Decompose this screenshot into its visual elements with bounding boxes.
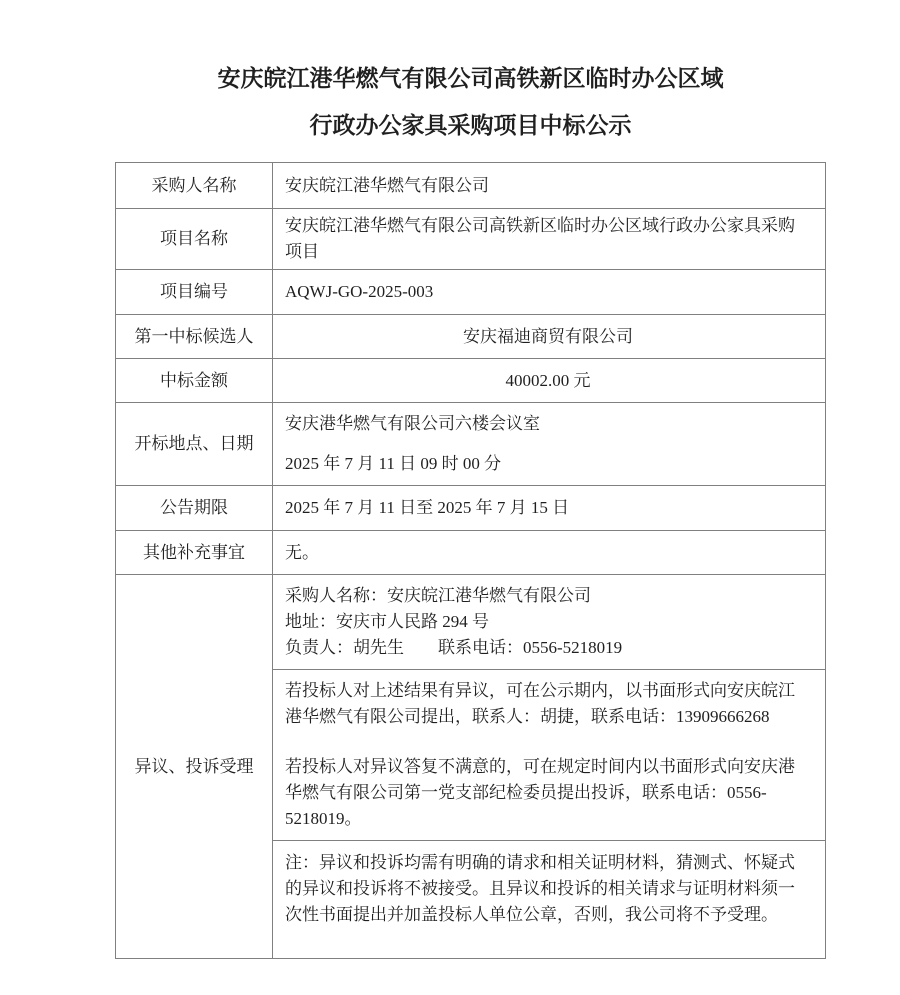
award-amount-label: 中标金额 <box>116 359 273 403</box>
purchaser-value: 安庆皖江港华燃气有限公司 <box>273 163 826 209</box>
page-title-line2: 行政办公家具采购项目中标公示 <box>309 113 632 138</box>
bid-opening-label: 开标地点、日期 <box>116 403 273 486</box>
award-amount-value: 40002.00 元 <box>273 359 826 403</box>
other-matters-value: 无。 <box>273 531 826 575</box>
first-candidate-value: 安庆福迪商贸有限公司 <box>273 315 826 359</box>
project-name-label: 项目名称 <box>116 209 273 270</box>
objection-contact-cell <box>273 575 826 670</box>
page-title-line1: 安庆皖江港华燃气有限公司高铁新区临时办公区域 <box>217 66 724 91</box>
table-row-project-name <box>116 209 826 270</box>
objection-label: 异议、投诉受理 <box>116 575 273 959</box>
other-matters-label: 其他补充事宜 <box>116 531 273 575</box>
announcement-period-label: 公告期限 <box>116 486 273 531</box>
table-row-award-amount <box>116 359 826 403</box>
table-row-first-candidate <box>116 315 826 359</box>
bid-opening-value <box>273 403 826 486</box>
table-row-bid-opening <box>116 403 826 486</box>
first-candidate-label: 第一中标候选人 <box>116 315 273 359</box>
objection-para1: 若投标人对上述结果有异议，可在公示期内，以书面形式向安庆皖江港华燃气有限公司提出，联系人：胡捷，联系电话：13909666268 <box>285 681 795 726</box>
purchaser-label: 采购人名称 <box>116 163 273 209</box>
document-page <box>115 0 826 959</box>
announcement-table <box>115 162 826 959</box>
page-title <box>115 0 826 143</box>
project-name-value: 安庆皖江港华燃气有限公司高铁新区临时办公区域行政办公家具采购项目 <box>273 209 826 270</box>
objection-para2: 若投标人对异议答复不满意的，可在规定时间内以书面形式向安庆港华燃气有限公司第一党支部纪检委员提出投诉，联系电话：0556-5218019。 <box>285 757 795 828</box>
project-number-value: AQWJ-GO-2025-003 <box>273 270 826 315</box>
bid-opening-datetime: 2025 年 7 月 11 日 09 时 00 分 <box>285 454 502 473</box>
table-row-purchaser <box>116 163 826 209</box>
objection-procedure-cell <box>273 670 826 841</box>
table-row-project-number <box>116 270 826 315</box>
objection-contact-line2: 地址：安庆市人民路 294 号 <box>285 612 489 631</box>
table-row-announcement-period <box>116 486 826 531</box>
table-row-objection-contact <box>116 575 826 670</box>
table-row-other-matters <box>116 531 826 575</box>
project-number-label: 项目编号 <box>116 270 273 315</box>
objection-note: 注：异议和投诉均需有明确的请求和相关证明材料，猜测式、怀疑式的异议和投诉将不被接受。且异议和投诉的相关请求与证明材料须一次性书面提出并加盖投标人单位公章，否则，我公司将不予受理。 <box>273 841 826 959</box>
bid-opening-place: 安庆港华燃气有限公司六楼会议室 <box>285 414 540 433</box>
objection-contact-line3: 负责人：胡先生 联系电话：0556-5218019 <box>285 638 623 657</box>
announcement-period-value: 2025 年 7 月 11 日至 2025 年 7 月 15 日 <box>273 486 826 531</box>
objection-contact-line1: 采购人名称：安庆皖江港华燃气有限公司 <box>285 586 591 605</box>
